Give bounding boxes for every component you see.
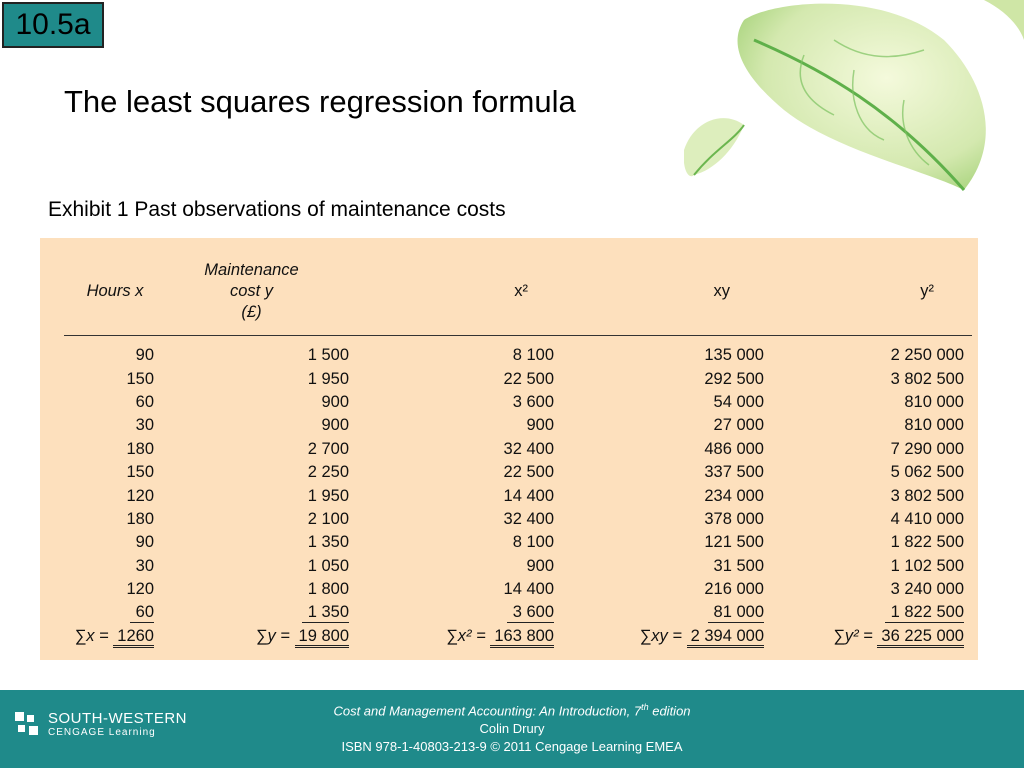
cell-x-squared: 32 400 xyxy=(503,509,554,528)
cell-hours: 120 xyxy=(126,580,154,599)
cell-y-squared: 1 822 500 xyxy=(764,601,972,624)
leaf-decoration-icon xyxy=(684,0,1024,210)
page-title: The least squares regression formula xyxy=(64,84,576,119)
cell-x-squared: 8 100 xyxy=(512,346,554,365)
cell-x-squared: 3 600 xyxy=(349,601,554,624)
total-y: ∑y = 19 800 xyxy=(154,625,349,648)
total-xy: ∑xy = 2 394 000 xyxy=(554,625,764,648)
cell-xy: 31 500 xyxy=(713,556,764,575)
total-x: ∑x = 1260 xyxy=(64,625,154,648)
total-y-squared: ∑y² = 36 225 000 xyxy=(764,625,972,648)
total-x-squared: ∑x² = 163 800 xyxy=(349,625,554,648)
cell-y-squared: 3 802 500 xyxy=(890,486,964,505)
cell-hours: 120 xyxy=(126,486,154,505)
table-row xyxy=(64,531,972,554)
citation xyxy=(200,698,824,756)
cell-xy: 292 500 xyxy=(704,369,764,388)
table-row xyxy=(64,508,972,531)
cell-cost: 1 350 xyxy=(307,533,349,552)
cell-x-squared: 3 600 xyxy=(512,392,554,411)
maintenance-cost-table xyxy=(64,260,972,648)
header-y-squared: y² xyxy=(764,260,972,336)
cell-cost: 1 800 xyxy=(307,580,349,599)
cell-hours: 30 xyxy=(135,556,154,575)
header-x-squared: x² xyxy=(349,260,554,336)
totals-row xyxy=(64,625,972,648)
table-row xyxy=(64,461,972,484)
table-row xyxy=(64,601,972,624)
cell-xy: 54 000 xyxy=(713,392,764,411)
cell-hours: 90 xyxy=(135,346,154,365)
cell-x-squared: 8 100 xyxy=(512,533,554,552)
cell-hours: 60 xyxy=(64,601,154,624)
cell-y-squared: 7 290 000 xyxy=(890,439,964,458)
author: Colin Drury xyxy=(479,721,545,737)
slide-number: 10.5a xyxy=(2,2,104,48)
cell-hours: 150 xyxy=(126,463,154,482)
cell-cost: 900 xyxy=(321,416,349,435)
cell-xy: 81 000 xyxy=(554,601,764,624)
cell-xy: 378 000 xyxy=(704,509,764,528)
cell-x-squared: 14 400 xyxy=(503,580,554,599)
cell-xy: 337 500 xyxy=(704,463,764,482)
cell-cost: 1 500 xyxy=(307,346,349,365)
cell-y-squared: 3 802 500 xyxy=(890,369,964,388)
cell-hours: 60 xyxy=(135,392,154,411)
cell-xy: 234 000 xyxy=(704,486,764,505)
publisher-logo xyxy=(14,710,187,738)
cell-y-squared: 4 410 000 xyxy=(890,509,964,528)
cell-cost: 2 250 xyxy=(307,463,349,482)
cell-cost: 1 950 xyxy=(307,369,349,388)
table-row xyxy=(64,336,972,368)
table-row xyxy=(64,438,972,461)
exhibit-panel xyxy=(40,238,978,660)
table-row xyxy=(64,578,972,601)
logo-line1: SOUTH-WESTERN xyxy=(48,710,187,727)
header-xy: xy xyxy=(554,260,764,336)
cell-y-squared: 3 240 000 xyxy=(890,580,964,599)
cell-cost: 2 700 xyxy=(307,439,349,458)
cell-xy: 121 500 xyxy=(704,533,764,552)
cell-y-squared: 1 102 500 xyxy=(890,556,964,575)
table-row xyxy=(64,391,972,414)
cell-cost: 900 xyxy=(321,392,349,411)
cell-cost: 1 950 xyxy=(307,486,349,505)
cell-x-squared: 22 500 xyxy=(503,369,554,388)
cell-hours: 90 xyxy=(135,533,154,552)
cell-cost: 2 100 xyxy=(307,509,349,528)
logo-line2: CENGAGE Learning xyxy=(48,727,156,738)
cell-y-squared: 810 000 xyxy=(904,392,964,411)
cell-xy: 486 000 xyxy=(704,439,764,458)
cell-xy: 216 000 xyxy=(704,580,764,599)
table-row xyxy=(64,484,972,507)
cell-x-squared: 22 500 xyxy=(503,463,554,482)
cell-y-squared: 810 000 xyxy=(904,416,964,435)
cell-y-squared: 1 822 500 xyxy=(890,533,964,552)
cell-x-squared: 32 400 xyxy=(503,439,554,458)
cell-x-squared: 900 xyxy=(526,556,554,575)
cell-y-squared: 5 062 500 xyxy=(890,463,964,482)
cell-y-squared: 2 250 000 xyxy=(890,346,964,365)
cengage-logo-icon xyxy=(14,711,40,737)
header-cost: Maintenance cost y (£) xyxy=(154,260,349,336)
cell-xy: 27 000 xyxy=(713,416,764,435)
book-title: Cost and Management Accounting: An Introduction, 7th edition xyxy=(333,702,691,719)
header-hours: Hours x xyxy=(64,260,154,336)
cell-x-squared: 900 xyxy=(526,416,554,435)
table-body xyxy=(64,336,972,625)
cell-cost: 1 050 xyxy=(307,556,349,575)
exhibit-caption: Exhibit 1 Past observations of maintenance costs xyxy=(48,198,506,221)
cell-cost: 1 350 xyxy=(154,601,349,624)
cell-xy: 135 000 xyxy=(704,346,764,365)
table-row xyxy=(64,367,972,390)
table-row xyxy=(64,414,972,437)
cell-hours: 30 xyxy=(135,416,154,435)
cell-hours: 180 xyxy=(126,439,154,458)
isbn: ISBN 978-1-40803-213-9 © 2011 Cengage Learning EMEA xyxy=(341,739,683,755)
cell-hours: 150 xyxy=(126,369,154,388)
footer-bar xyxy=(0,690,1024,768)
cell-hours: 180 xyxy=(126,509,154,528)
table-row xyxy=(64,555,972,578)
cell-x-squared: 14 400 xyxy=(503,486,554,505)
